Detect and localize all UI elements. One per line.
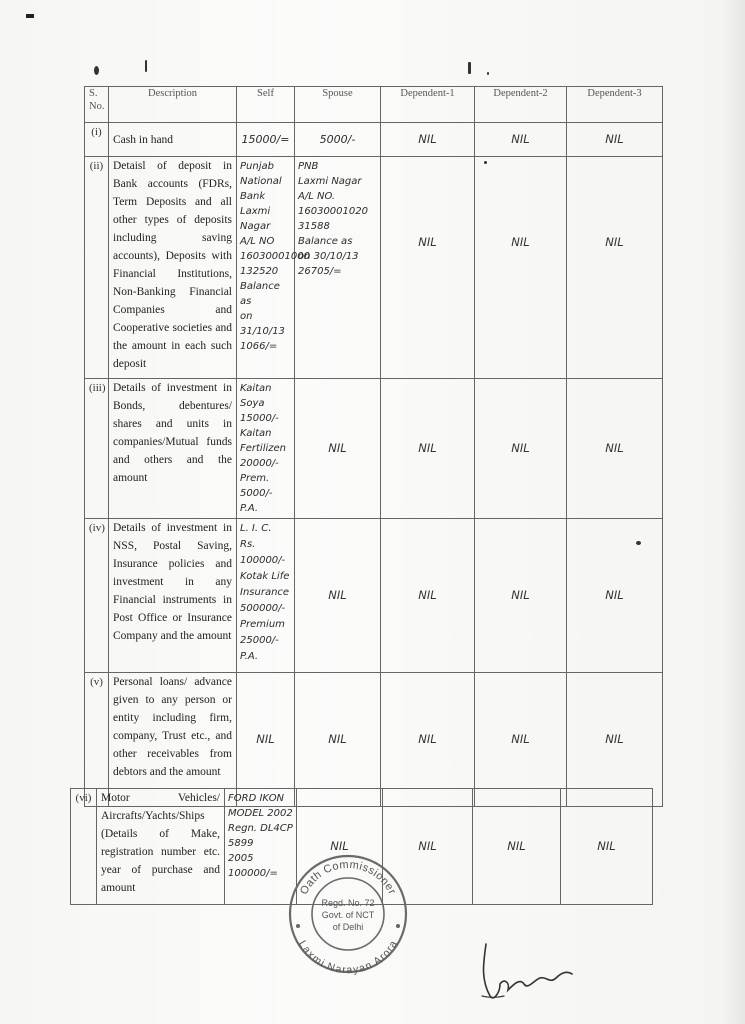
description-header: Description xyxy=(109,87,237,123)
ink-speck xyxy=(468,62,471,74)
table-row xyxy=(85,379,663,519)
page-edge-shadow xyxy=(721,0,745,1024)
row-description: Detaisl of deposit in Bank accounts (FDRs, Term Deposits and all other types of deposits including saving accounts), Deposits with Financial Institutions, Non-Banking Financial Companies and Cooperative societies and the amount in each such deposit xyxy=(109,157,237,379)
dependent3-value: NIL xyxy=(597,839,616,853)
row-number: (iii) xyxy=(85,379,109,519)
stamp-reg-no: Regd. No. 72 xyxy=(321,898,375,908)
dependent3-value: NIL xyxy=(605,732,624,746)
ink-speck xyxy=(94,66,99,75)
dependent3-value: NIL xyxy=(605,588,624,602)
dependent2-value: NIL xyxy=(511,732,530,746)
dependent2-value: NIL xyxy=(511,132,530,146)
spouse-value: NIL xyxy=(328,732,347,746)
self-header: Self xyxy=(237,87,295,123)
row-number: (ii) xyxy=(85,157,109,379)
self-value: Punjab National Bank Laxmi Nagar A/L NO 16030001000 132520 Balance as on 31/10/13 1066/= xyxy=(240,161,310,352)
stamp-name: Laxmi Narayan Arora xyxy=(296,938,400,976)
oath-commissioner-stamp xyxy=(286,852,410,976)
table-row xyxy=(85,673,663,807)
self-value: L. I. C. Rs. 100000/- Kotak Life Insurance 500000/- Premium 25000/- P.A. xyxy=(240,523,290,662)
stamp-place: of Delhi xyxy=(332,922,364,932)
dependent1-value: NIL xyxy=(418,132,437,146)
dependent3-value: NIL xyxy=(605,235,624,249)
dependent2-value: NIL xyxy=(511,441,530,455)
dependent1-value: NIL xyxy=(418,839,437,853)
row-number: (vi) xyxy=(71,789,97,905)
stamp-dot xyxy=(396,924,400,928)
signature-mark xyxy=(470,938,580,1006)
row-number: (iv) xyxy=(85,519,109,673)
header-row xyxy=(85,87,663,123)
dependent2-value: NIL xyxy=(507,839,526,853)
self-value: FORD IKON MODEL 2002 Regn. DL4CP 5899 2005 100000/= xyxy=(228,793,293,879)
dependent1-value: NIL xyxy=(418,441,437,455)
stamp-govt: Govt. of NCT xyxy=(321,910,375,920)
row-number: (i) xyxy=(85,123,109,157)
table-row xyxy=(85,157,663,379)
dependent3-header: Dependent-3 xyxy=(567,87,663,123)
dependent1-value: NIL xyxy=(418,235,437,249)
spouse-value: 5000/- xyxy=(319,132,356,146)
self-value: Kaitan Soya 15000/- Kaitan Fertilizen 20000/- Prem. 5000/- P.A. xyxy=(240,383,287,514)
scan-mark xyxy=(26,14,34,18)
table-row xyxy=(85,123,663,157)
stamp-title: Oath Commissioner xyxy=(297,858,399,897)
dependent1-header: Dependent-1 xyxy=(381,87,475,123)
ink-speck xyxy=(145,60,147,72)
spouse-value: NIL xyxy=(330,839,349,853)
dependent3-value: NIL xyxy=(605,132,624,146)
assets-table xyxy=(84,86,663,807)
spouse-value: NIL xyxy=(328,588,347,602)
dependent2-header: Dependent-2 xyxy=(475,87,567,123)
row-description: Motor Vehicles/ Aircrafts/Yachts/Ships (Details of Make, registration number etc. year of purchase and amount xyxy=(97,789,225,905)
row-number: (v) xyxy=(85,673,109,807)
row-description: Details of investment in NSS, Postal Saving, Insurance policies and investment in any Financial instruments in Post Office or Insurance Company and the amount xyxy=(109,519,237,673)
dependent2-value: NIL xyxy=(511,588,530,602)
dependent3-value: NIL xyxy=(605,441,624,455)
spouse-value: PNB Laxmi Nagar A/L NO. 16030001020 31588 Balance as on 30/10/13 26705/= xyxy=(298,161,368,277)
self-value: NIL xyxy=(256,732,275,746)
dependent2-value: NIL xyxy=(511,235,530,249)
sno-header: S. No. xyxy=(85,87,109,123)
spouse-header: Spouse xyxy=(295,87,381,123)
table-row xyxy=(85,519,663,673)
stamp-dot xyxy=(296,924,300,928)
row-description: Personal loans/ advance given to any person or entity including firm, company, Trust etc., and other receivables from debtors and the amount xyxy=(109,673,237,807)
row-description: Cash in hand xyxy=(109,123,237,157)
self-value: 15000/= xyxy=(241,132,290,146)
dependent1-value: NIL xyxy=(418,588,437,602)
row-description: Details of investment in Bonds, debentures/ shares and units in companies/Mutual funds and others and the amount xyxy=(109,379,237,519)
spouse-value: NIL xyxy=(328,441,347,455)
dependent1-value: NIL xyxy=(418,732,437,746)
ink-speck xyxy=(487,72,489,75)
